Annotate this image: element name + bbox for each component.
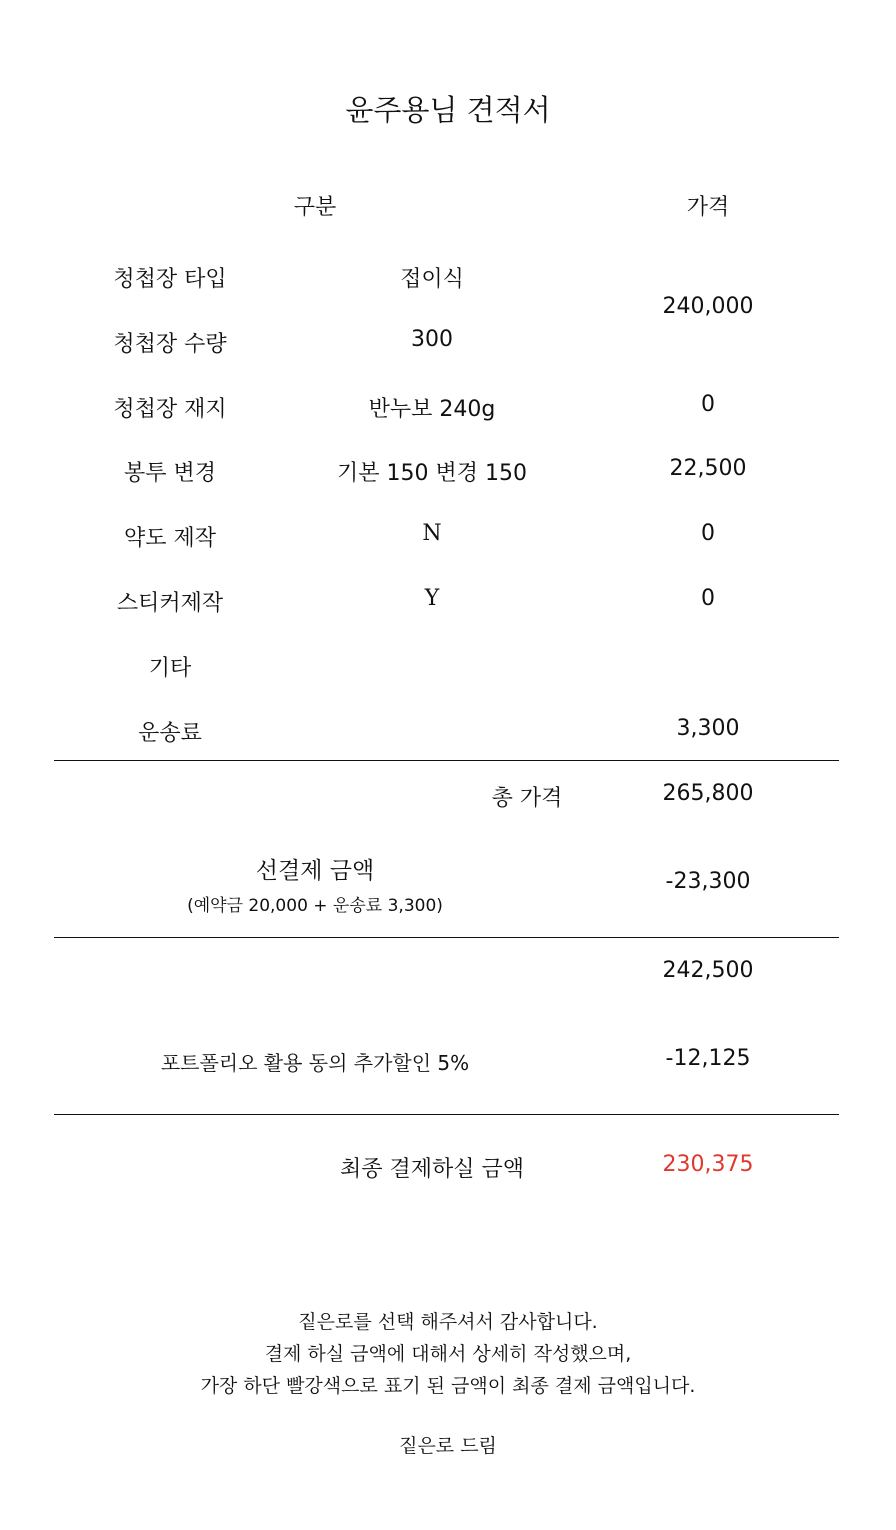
row-detail-envelope: 기본 150 변경 150 (337, 461, 527, 486)
row-label-envelope: 봉투 변경 (123, 461, 217, 486)
row-detail-paper: 반누보 240g (368, 397, 496, 422)
prepay-value: -23,300 (665, 869, 751, 894)
divider (54, 937, 839, 938)
row-detail-sticker: Y (424, 586, 440, 611)
row-detail-quantity: 300 (411, 327, 453, 352)
row-label-paper: 청첩장 재지 (113, 397, 227, 422)
divider (54, 760, 839, 761)
row-price-type-quantity: 240,000 (662, 294, 754, 319)
row-label-sticker: 스티커제작 (116, 591, 224, 616)
row-price-shipping: 3,300 (676, 716, 740, 741)
row-detail-type: 접이식 (400, 267, 464, 292)
row-price-sticker: 0 (701, 586, 715, 611)
prepay-note: (예약금 20,000 + 운송료 3,300) (187, 896, 443, 916)
final-value: 230,375 (662, 1152, 754, 1177)
row-detail-map: N (422, 521, 442, 546)
message-line-1: 짙은로를 선택 해주셔서 감사합니다. (298, 1311, 598, 1333)
row-label-type: 청첩장 타입 (113, 267, 227, 292)
divider (54, 1114, 839, 1115)
total-value: 265,800 (662, 781, 754, 806)
signature: 짙은로 드림 (399, 1435, 497, 1457)
row-price-paper: 0 (701, 392, 715, 417)
row-price-envelope: 22,500 (669, 456, 747, 481)
discount-value: -12,125 (665, 1046, 751, 1071)
prepay-label: 선결제 금액 (255, 858, 375, 884)
subtotal-value: 242,500 (662, 958, 754, 983)
row-label-etc: 기타 (148, 656, 192, 681)
row-price-map: 0 (701, 521, 715, 546)
header-category: 구분 (293, 195, 337, 220)
row-label-quantity: 청첩장 수량 (113, 332, 227, 357)
message-line-2: 결제 하실 금액에 대해서 상세히 작성했으며, (264, 1343, 632, 1365)
header-price: 가격 (686, 195, 730, 220)
discount-label: 포트폴리오 활용 동의 추가할인 5% (160, 1051, 470, 1075)
row-label-shipping: 운송료 (138, 721, 202, 746)
total-label: 총 가격 (491, 786, 563, 811)
page-title: 윤주용님 견적서 (345, 93, 551, 127)
final-label: 최종 결제하실 금액 (339, 1157, 525, 1182)
message-line-3: 가장 하단 빨강색으로 표기 된 금액이 최종 결제 금액입니다. (200, 1375, 696, 1397)
row-label-map: 약도 제작 (123, 526, 217, 551)
